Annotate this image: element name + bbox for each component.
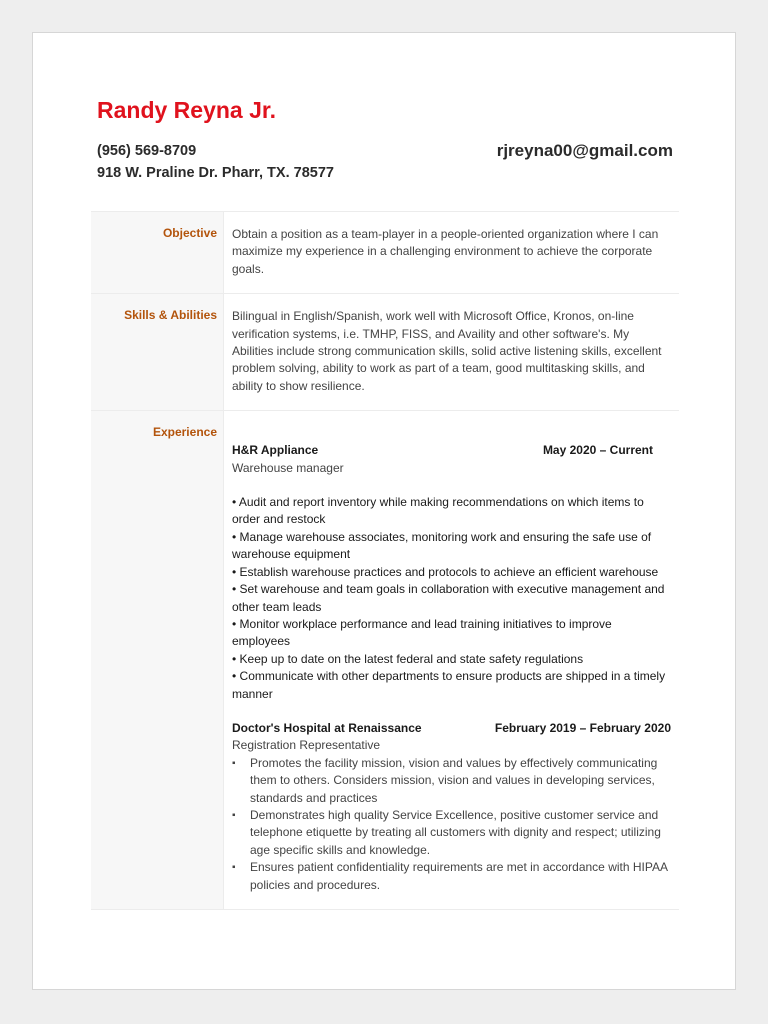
- job-duties: [232, 494, 671, 703]
- experience-label: Experience: [91, 411, 224, 909]
- resume-sections: [91, 211, 679, 910]
- objective-label: Objective: [91, 212, 224, 293]
- job-company: H&R Appliance: [232, 443, 319, 458]
- job-duties: [232, 755, 671, 894]
- duty-item: • Set warehouse and team goals in collaboration with executive management and other team leads: [232, 582, 665, 614]
- candidate-name: Randy Reyna Jr.: [97, 97, 276, 123]
- experience-section: [91, 411, 679, 910]
- job-header: [232, 442, 671, 459]
- duty-item: ▪ Ensures patient confidentiality requirements are met in accordance with HIPAA policies and procedures.: [250, 859, 671, 894]
- duty-item: ▪ Demonstrates high quality Service Excellence, positive customer service and telephone etiquette by treating all customers with dignity and respect; utilizing age specific skills and knowledge.: [250, 807, 671, 859]
- objective-section: [91, 212, 679, 294]
- job-dates: February 2019 – February 2020: [494, 720, 671, 735]
- street-address: 918 W. Praline Dr. Pharr, TX. 78577: [97, 165, 334, 181]
- skills-text: Bilingual in English/Spanish, work well with Microsoft Office, Kronos, on-line verification systems, i.e. TMHP, FISS, and Availity and other software's. My Abilities include strong communication skills, solid active listening skills, excellent problem solving, ability to work as part of a team, good multitasking skills, and ability to show resilience.: [232, 309, 662, 393]
- duty-item: ▪ Promotes the facility mission, vision and values by effectively communicating them to others. Considers mission, vision and values in developing services, standards and practices: [250, 755, 671, 807]
- job-dates: May 2020 – Current: [542, 443, 653, 458]
- duty-item: • Communicate with other departments to ensure products are shipped in a timely manner: [232, 669, 666, 701]
- duty-item: • Monitor workplace performance and lead training initiatives to improve employees: [232, 616, 612, 649]
- resume-page: [32, 32, 736, 990]
- contact-block: [97, 140, 334, 184]
- email-address: rjreyna00@gmail.com: [496, 141, 673, 160]
- duty-item: • Keep up to date on the latest federal and state safety regulations: [232, 651, 584, 666]
- job-title: Registration Representative: [232, 738, 381, 753]
- experience-body: [224, 411, 679, 909]
- job-entry: [232, 442, 671, 703]
- job-header: [232, 720, 671, 737]
- skills-section: [91, 294, 679, 411]
- skills-label: Skills & Abilities: [91, 294, 224, 410]
- duty-item: • Manage warehouse associates, monitoring work and ensuring the safe use of warehouse equipment: [232, 529, 652, 562]
- job-title: Warehouse manager: [232, 460, 344, 475]
- objective-text: Obtain a position as a team-player in a people-oriented organization where I can maximize my experience in a challenging environment to achieve the corporate goals.: [232, 227, 659, 276]
- job-company: Doctor's Hospital at Renaissance: [232, 720, 422, 735]
- duty-item: • Establish warehouse practices and protocols to achieve an efficient warehouse: [232, 564, 659, 579]
- phone-number: (956) 569-8709: [97, 143, 197, 159]
- duty-item: • Audit and report inventory while making recommendations on which items to order and restock: [232, 495, 644, 527]
- job-entry: [232, 720, 671, 894]
